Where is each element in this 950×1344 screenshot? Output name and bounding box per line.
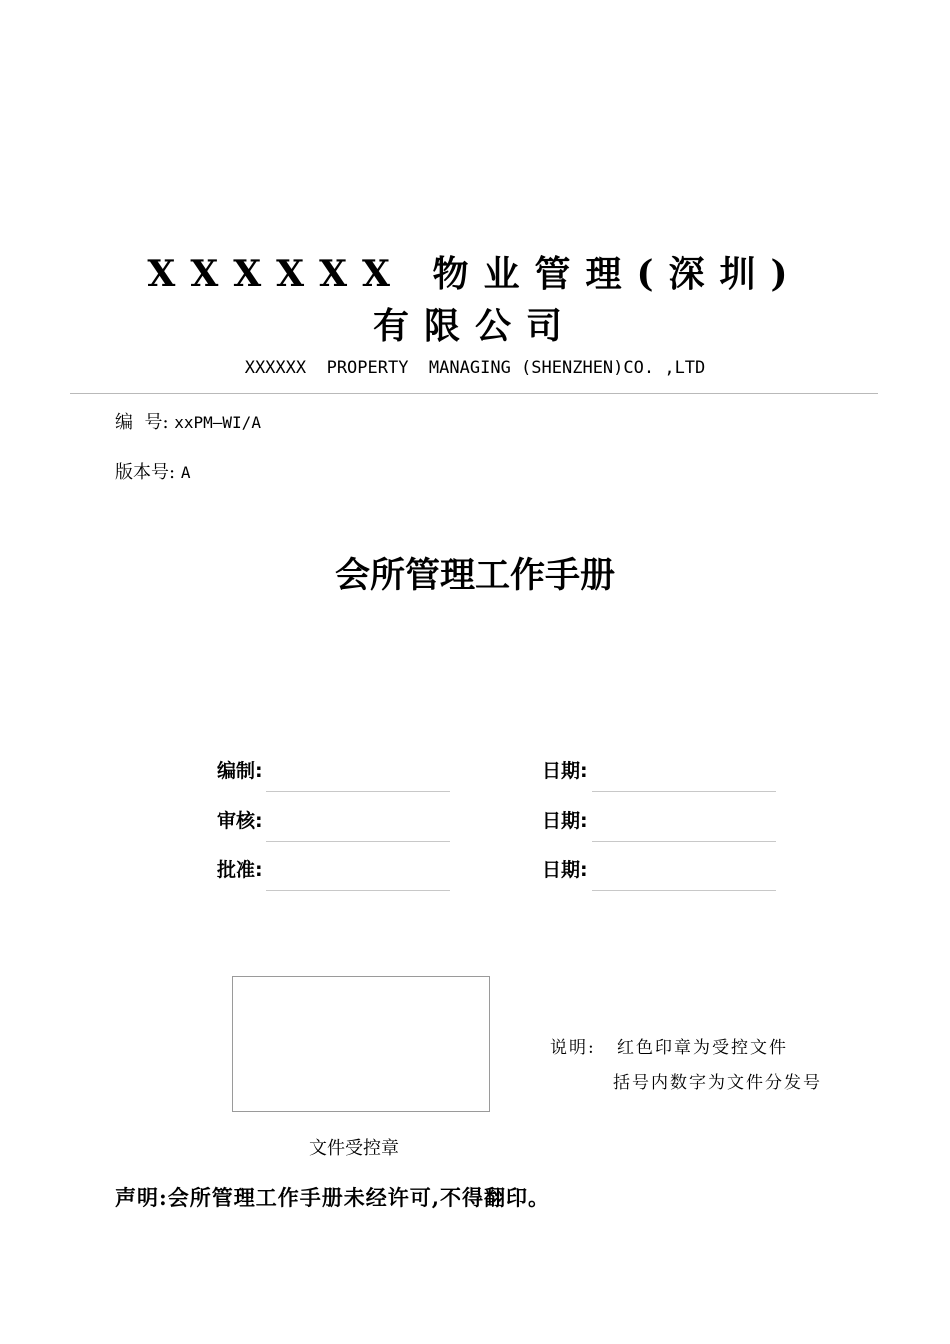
signoff-approved-label: 批准: (217, 859, 263, 881)
document-number-row (115, 408, 261, 434)
signoff-approved-date-label: 日期: (542, 859, 588, 881)
note-line-2: 括号内数字为文件分发号 (613, 1073, 822, 1093)
declaration: 声明:会所管理工作手册未经许可,不得翻印。 (115, 1185, 551, 1210)
document-number-value: xxPM—WI/A (174, 413, 261, 432)
signoff-prepared-date-line[interactable] (592, 791, 776, 792)
note-label: 说明: (550, 1038, 596, 1058)
signoff-reviewed-label: 审核: (217, 810, 263, 832)
document-number-label: 编 号: (115, 412, 169, 433)
signoff-reviewed-line[interactable] (266, 841, 450, 842)
version-row (115, 458, 190, 484)
header-divider (70, 393, 878, 394)
signoff-prepared-date-label: 日期: (542, 760, 588, 782)
note-line-1: 红色印章为受控文件 (617, 1038, 788, 1058)
signoff-approved-date-line[interactable] (592, 890, 776, 891)
company-name-cn: XXXXXX 物业管理(深圳)有限公司 (147, 253, 803, 347)
signoff-approved-line[interactable] (266, 890, 450, 891)
signoff-reviewed-date-line[interactable] (592, 841, 776, 842)
version-label: 版本号: (115, 462, 176, 483)
version-value: A (180, 463, 191, 482)
signoff-prepared-line[interactable] (266, 791, 450, 792)
controlled-stamp-box (232, 976, 490, 1112)
company-name-en: XXXXXX PROPERTY MANAGING (SHENZHEN)CO. ,LTD (244, 358, 706, 378)
signoff-prepared-label: 编制: (217, 760, 263, 782)
signoff-reviewed-date-label: 日期: (542, 810, 588, 832)
stamp-caption: 文件受控章 (309, 1138, 399, 1159)
document-title: 会所管理工作手册 (334, 556, 615, 596)
